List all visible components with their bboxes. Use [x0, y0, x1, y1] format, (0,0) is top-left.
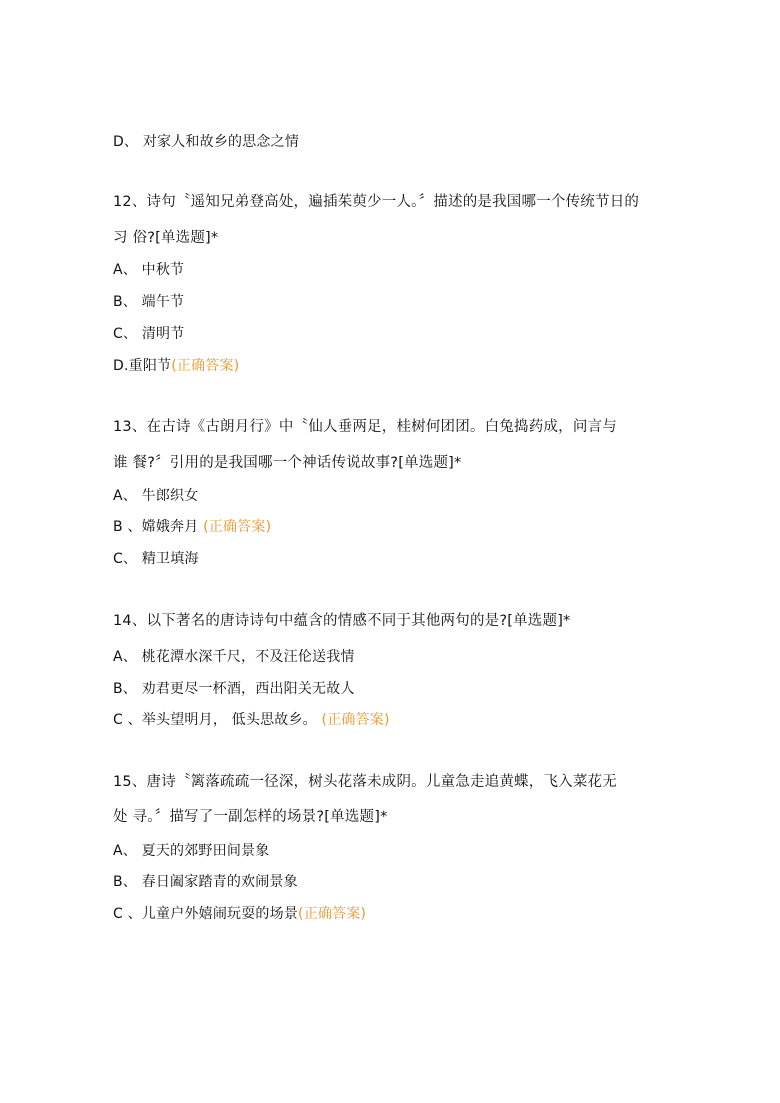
question-text: 12、诗句〝遥知兄弟登高处，遍插茱萸少一人。〞描述的是我国哪一个传统节日的: [113, 194, 640, 210]
q15-option-c: [113, 904, 366, 924]
q13-option-a: [113, 486, 198, 506]
q12-question-line2: [113, 228, 218, 248]
q12-option-d: [113, 356, 239, 376]
q12-question-line1: [113, 192, 639, 212]
option-text: B、 春日阖家踏青的欢闹景象: [113, 874, 298, 890]
correct-answer-mark: (正确答案): [298, 906, 367, 922]
option-text: D、 对家人和故乡的思念之情: [113, 134, 300, 150]
q14-option-c: [113, 710, 390, 730]
q13-question-line2: [113, 453, 461, 473]
question-text: 15、唐诗〝篱落疏疏一径深，树头花落未成阴。儿童急走追黄蝶，飞入菜花无: [113, 774, 617, 790]
option-text: B、 端午节: [113, 294, 185, 310]
option-text: A、 夏天的郊野田间景象: [113, 843, 270, 859]
correct-answer-mark: (正确答案): [203, 519, 272, 535]
option-text: A、 桃花潭水深千尺，不及汪伦送我情: [113, 649, 355, 665]
q15-option-a: [113, 841, 269, 861]
correct-answer-mark: (正确答案): [171, 358, 240, 374]
question-text: 习 俗?[单选题]*: [113, 230, 219, 246]
option-text: B、 劝君更尽一杯酒，西出阳关无故人: [113, 681, 355, 697]
question-text: 谁 餐?〞引用的是我国哪一个神话传说故事?[单选题]*: [113, 455, 462, 471]
q12-option-a: [113, 260, 184, 280]
option-text: C、 清明节: [113, 326, 185, 342]
q12-option-b: [113, 292, 184, 312]
q14-option-b: [113, 679, 355, 699]
q12-option-c: [113, 324, 184, 344]
option-text: D.重阳节: [113, 358, 172, 374]
q14-question: [113, 611, 571, 631]
question-text: 处 寻。〞描写了一副怎样的场景?[单选题]*: [113, 809, 388, 825]
option-text: C、 精卫填海: [113, 551, 199, 567]
option-text: A、 中秋节: [113, 262, 185, 278]
q13-option-b: [113, 517, 271, 537]
q13-question-line1: [113, 417, 617, 437]
option-text: C 、举头望明月， 低头思故乡。: [113, 712, 322, 728]
q13-option-c: [113, 549, 199, 569]
question-text: 14、以下著名的唐诗诗句中蕴含的情感不同于其他两句的是?[单选题]*: [113, 613, 571, 629]
correct-answer-mark: (正确答案): [321, 712, 390, 728]
option-text: B 、嫦娥奔月: [113, 519, 204, 535]
q14-option-a: [113, 647, 355, 667]
q15-option-b: [113, 872, 298, 892]
question-text: 13、在古诗《古朗月行》中〝仙人垂两足，桂树何团团。白兔捣药成，问言与: [113, 419, 617, 435]
q11-option-d: [113, 132, 299, 152]
q15-question-line1: [113, 772, 617, 792]
option-text: A、 牛郎织女: [113, 488, 199, 504]
option-text: C 、儿童户外嬉闹玩耍的场景: [113, 906, 299, 922]
q15-question-line2: [113, 807, 388, 827]
